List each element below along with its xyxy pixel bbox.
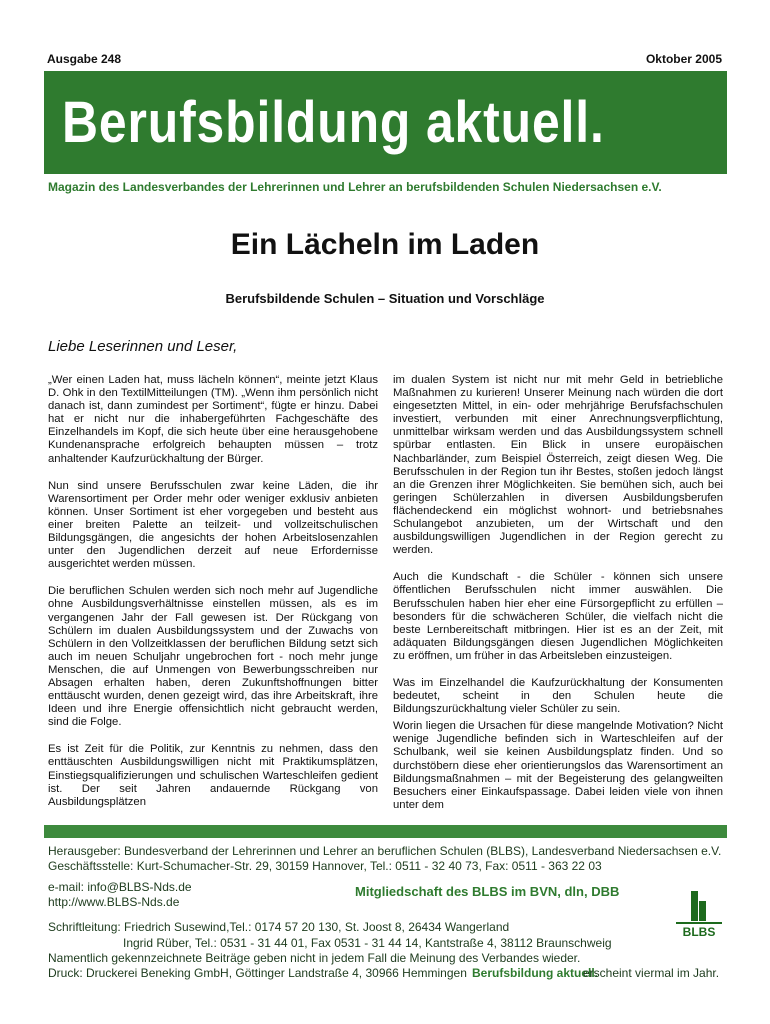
footer-website: http://www.BLBS-Nds.de	[48, 895, 180, 909]
paragraph: Es ist Zeit für die Politik, zur Kenntnis zu nehmen, dass den enttäuschten Ausbildungswilligen nicht mit Praktikumsplätzen, Einstiegsqualifizierungen und schulischen Warteschleifen gedient ist. Der seit Jahren andauernde Rückgang von Ausbildungsplätzen	[48, 743, 378, 808]
article-headline: Ein Lächeln im Laden	[230, 228, 540, 261]
footer-editor-1: Schriftleitung: Friedrich Susewind,Tel.: 0174 57 20 130, St. Joost 8, 26434 Wangerland	[48, 920, 510, 934]
article-deck: Berufsbildende Schulen – Situation und Vorschläge	[225, 291, 545, 306]
footer-editor-2: Ingrid Rüber, Tel.: 0531 - 31 44 01, Fax 0531 - 31 44 14, Kantstraße 4, 38112 Braunschweig	[123, 936, 612, 950]
masthead-title: Berufsbildung aktuell.	[62, 90, 605, 155]
article-column-left	[48, 374, 378, 823]
paragraph: Auch die Kundschaft - die Schüler - können sich unsere öffentlichen Berufsschulen nicht immer auswählen. Die Berufsschulen haben hier eher eine Fürsorgepflicht zu erfüllen – besonders für die schwächeren Schüler, die vielfach nicht die beste Lernbereitschaft mitbringen. Hier ist es an der Zeit, mit adäquaten Bildungsgängen diesen Jugendlichen Möglichkeiten zu eröffnen, um früher in das Arbeitsleben einzusteigen.	[393, 571, 723, 662]
masthead-subtitle: Magazin des Landesverbandes der Lehrerinnen und Lehrer an berufsbildenden Schulen Niedersachsen e.V.	[48, 180, 662, 194]
blbs-logo	[672, 889, 726, 939]
footer-publisher: Herausgeber: Bundesverband der Lehrerinnen und Lehrer an beruflichen Schulen (BLBS), Landesverband Niedersachsen e.V.	[48, 844, 722, 858]
issue-date: Oktober 2005	[645, 52, 722, 66]
footer-disclaimer: Namentlich gekennzeichnete Beiträge geben nicht in jedem Fall die Meinung des Verbandes wieder.	[48, 951, 581, 965]
footer-rule	[44, 825, 727, 838]
footer-printer: Druck: Druckerei Beneking GmbH, Göttinger Landstraße 4, 30966 Hemmingen	[48, 966, 467, 980]
paragraph: Was im Einzelhandel die Kaufzurückhaltung der Konsumenten bedeutet, scheint in den Schulen heute die Bildungszurückhaltung vieler Schüler zu sein.	[393, 676, 723, 716]
paragraph: Die beruflichen Schulen werden sich noch mehr auf Jugendliche ohne Ausbildungsverhältnisse einstellen müssen, als es im vergangenen Jahr der Fall gewesen ist. Der Rückgang von Schülern im dualen Ausbildungssystem und der Zuwachs von Schülern in den Vollzeitklassen der beruflichen Bildung setzt sich auch im neuen Schuljahr ungebrochen fort - noch mehr junge Menschen, die auf Unmengen von Bewerbungsschreiben nur Absagen erhalten haben, deren Zukunftshoffnungen bitter enttäuscht wurden, denen gezeigt wird, das ihre Arbeitskraft, ihre Ideen und ihre Energie offensichtlich nicht gebraucht werden, sind die Folge.	[48, 585, 378, 729]
paragraph: Worin liegen die Ursachen für diese mangelnde Motivation? Nicht wenige Jugendliche befinden sich in Warteschleifen auf der Schulbank, weil sie keinen Ausbildungsplatz finden. Und so durchstöbern diese eher orientierungslos das Warensortiment an Bildungsmaßnahmen – mit der Begeisterung des gelangweilten Besuchers einer Einkaufspassage. Dabei leiden viele von ihnen unter dem	[393, 720, 723, 811]
article-salutation: Liebe Leserinnen und Leser,	[48, 338, 238, 355]
article-column-right	[393, 374, 723, 826]
footer-email: e-mail: info@BLBS-Nds.de	[48, 880, 192, 894]
footer-frequency: erscheint viermal im Jahr.	[583, 966, 720, 980]
masthead-banner	[44, 71, 727, 174]
blbs-logo-text: BLBS	[682, 925, 716, 939]
footer-publication-name: Berufsbildung aktuell.	[472, 966, 599, 980]
footer-office: Geschäftsstelle: Kurt-Schumacher-Str. 29, 30159 Hannover, Tel.: 0511 - 32 40 73, Fax: 0511 - 363 22 03	[48, 859, 602, 873]
paragraph: „Wer einen Laden hat, muss lächeln können“, meinte jetzt Klaus D. Ohk in den TextilMitteilungen (TM). „Wenn ihm persönlich nicht danach ist, dann zumindest per Sortiment“, fügte er hinzu. Dabei hat er nicht nur die inhabergeführten Fachgeschäfte des Einzelhandels im Kopf, die sich heute über eine herausgehobene Kundenansprache erfolgreich behaupten müssen – trotz anhaltender Kaufzurückhaltung der Bürger.	[48, 374, 378, 465]
footer-membership: Mitgliedschaft des BLBS im BVN, dln, DBB	[355, 884, 620, 899]
paragraph: Nun sind unsere Berufsschulen zwar keine Läden, die ihr Warensortiment per Order mehr oder weniger exklusiv anbieten können. Unser Sortiment ist eher vorgegeben und besteht aus einer breiten Palette an teilzeit- und vollzeitschulischen Bildungsgängen, die angesichts der hohen Arbeitslosenzahlen unter den Jugendlichen derzeit auf neue Erfordernisse ausgerichtet werden müssen.	[48, 479, 378, 571]
issue-number: Ausgabe 248	[47, 52, 122, 66]
paragraph: im dualen System ist nicht nur mit mehr Geld in betriebliche Maßnahmen zu kurieren! Unserer Meinung nach würden die dort eingesetzten Mittel, in ein- oder mehrjährige Berufsfachschulen investiert, verbunden mit einer Anrechnungsverpflichtung, unmittelbar wirksam werden und das Ausbildungssystem schnell spürbar entlasten. Ein Blick in unsere europäischen Nachbarländer, zum Beispiel Österreich, zeigt diesen Weg. Die Berufsschulen in der Region tun ihr Bestes, stoßen jedoch längst an die Grenzen ihrer Möglichkeiten. Sie bemühen sich, auch bei geringen Schülerzahlen in diversen Ausbildungsberufen flächendeckend ein möglichst wohnort- und betriebsnahes Schulangebot anzubieten, um der Wirtschaft und den ausbildungswilligen Jugendlichen in der Region gerecht zu werden.	[393, 374, 723, 557]
